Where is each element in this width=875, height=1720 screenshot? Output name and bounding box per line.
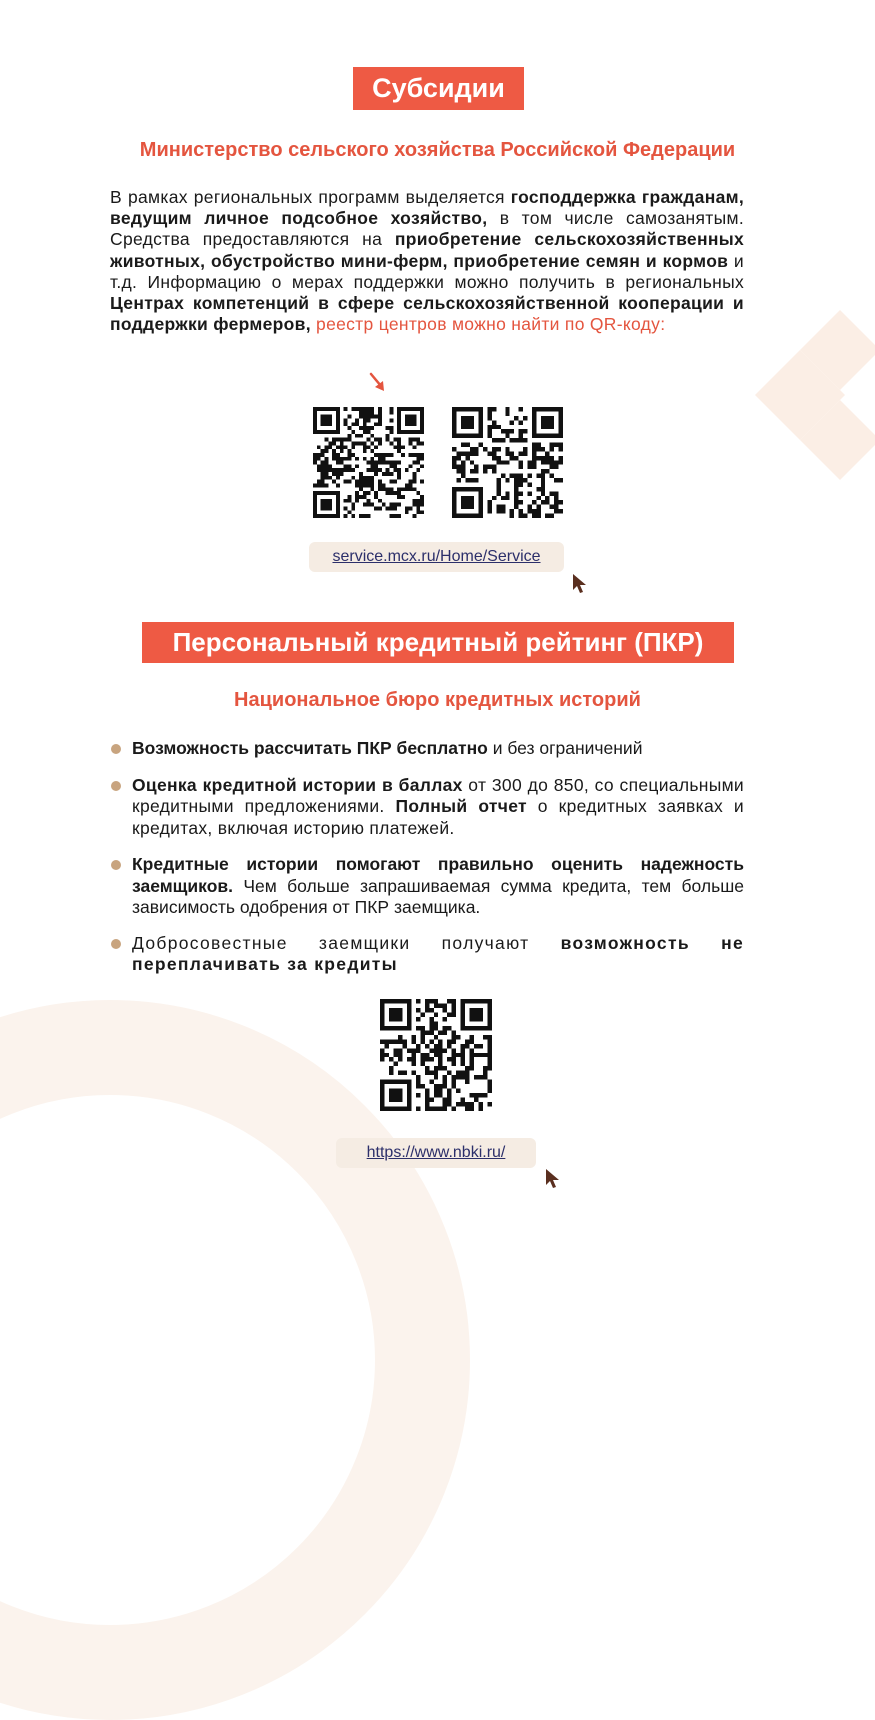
list-item [110,933,744,976]
qr-code-icon[interactable] [313,407,424,518]
text-segment: от 300 до 850, со специальными кредитными предложениями. [132,774,744,816]
text-segment: в том числе самозанятым. Средства предоставляются на [110,208,744,250]
text-bold: Оценка кредитной истории в баллах [132,774,463,795]
bullet-icon [111,781,121,791]
service-link[interactable]: service.mcx.ru/Home/Service [309,542,564,572]
text-bold: Кредитные истории помогают правильно оценить надежность заемщиков. [132,854,744,896]
text-bold: Возможность рассчитать ПКР бесплатно [132,738,488,758]
text-segment: о кредитных заявках и кредитах, включая историю платежей. [132,796,744,838]
text-bold: Центрах компетенций в сфере сельскохозяйственной кооперации и поддержки фермеров, [110,293,744,335]
arrow-down-right-icon [368,371,388,393]
nbki-title: Национальное бюро кредитных историй [234,689,641,711]
text-bold: приобретение сельскохозяйственных животных, обустройство мини-ферм, приобретение семян и кормов [110,229,744,271]
list-item [110,775,744,840]
bullet-icon [111,860,121,870]
bullet-icon [111,939,121,949]
subsidies-heading: Субсидии [353,67,524,110]
text-accent: реестр центров можно найти по QR-коду: [310,314,666,335]
subsidies-description [110,187,744,335]
pkr-heading: Персональный кредитный рейтинг (ПКР) [142,622,734,663]
pkr-benefits-list [110,738,744,976]
list-item [110,854,744,919]
list-item [110,738,744,760]
text-segment: В рамках региональных программ выделяется [110,187,511,207]
cursor-pointer-icon [544,1167,562,1191]
qr-code-icon[interactable] [452,407,563,518]
ministry-title: Министерство сельского хозяйства Российской Федерации [139,139,736,161]
bullet-icon [111,744,121,754]
nbki-link[interactable]: https://www.nbki.ru/ [336,1138,536,1168]
text-segment: и без ограничений [487,738,643,758]
text-bold: Полный отчет [395,796,527,816]
text-bold: господдержка гражданам, ведущим личное подсобное хозяйство, [110,187,745,229]
text-segment: Добросовестные заемщики получают [132,932,561,953]
text-segment: и т.д. Информацию о мерах поддержки можно получить в региональных [110,250,744,292]
qr-code-icon[interactable] [380,999,492,1111]
decorative-diamonds [755,295,875,505]
text-segment: Чем больше запрашиваемая сумма кредита, тем больше зависимость одобрения от ПКР заемщика. [132,875,744,917]
cursor-pointer-icon [571,572,589,596]
text-bold: возможность не переплачивать за кредиты [132,932,744,974]
